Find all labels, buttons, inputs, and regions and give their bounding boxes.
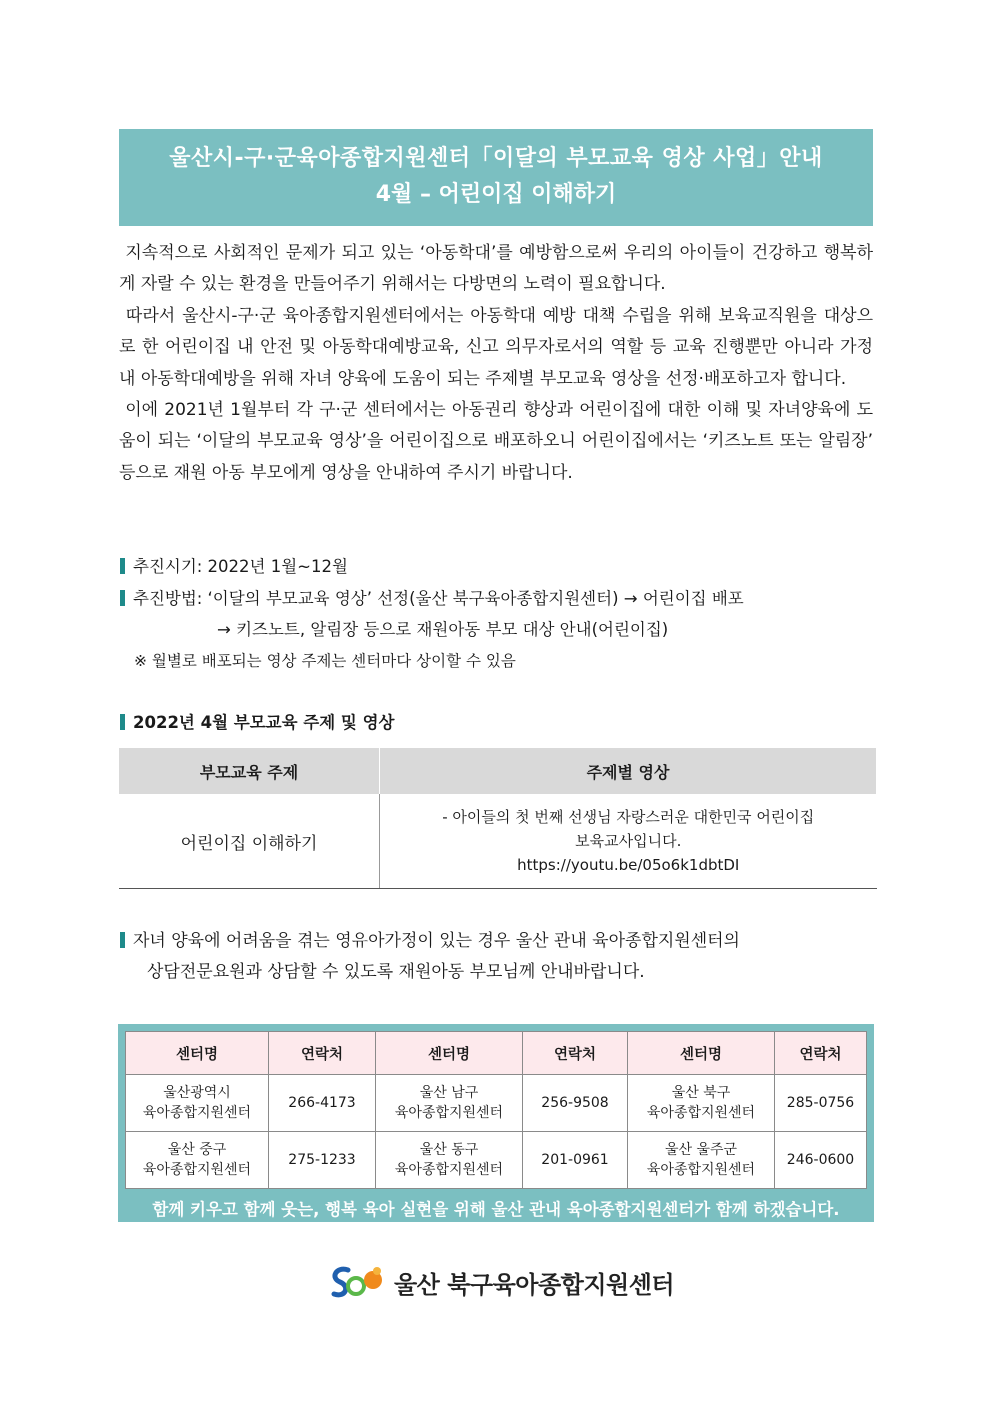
video-link[interactable]: https://youtu.be/05o6k1dbtDI [517,856,740,874]
bullet-mark [120,714,125,730]
bullet-mark [120,932,125,948]
center-phone: 285-0756 [775,1075,867,1132]
center-name: 울산광역시 육아종합지원센터 [126,1075,269,1132]
center-name-header: 센터명 [376,1032,523,1075]
banner-title: 울산시-구·군육아종합지원센터「이달의 부모교육 영상 사업」안내 [169,146,823,171]
center-phone: 266-4173 [269,1075,376,1132]
center-name-header: 센터명 [126,1032,269,1075]
phone-header: 연락처 [523,1032,628,1075]
topic-header: 부모교육 주제 [119,748,380,794]
intro-paragraph-2: 따라서 울산시-구·군 육아종합지원센터에서는 아동학대 예방 대책 수립을 위해 보육교직원을 대상으로 한 어린이집 내 안전 및 아동학대예방교육, 신고 의무자로서의 역할 등 교육 진행뿐만 아니라 가정 내 아동학대예방을 위해 자녀 양육에 도움이 되는 주제별 부모교육 영상을 선정·배포하고자 합니다. [119,305,873,389]
center-phone: 275-1233 [269,1132,376,1189]
bullet-mark [120,590,125,606]
schedule-method: 추진방법: ‘이달의 부모교육 영상’ 선정(울산 북구육아종합지원센터) → 어린이집 배포 [120,584,874,614]
contact-footer: 함께 키우고 함께 웃는, 행복 육아 실현을 위해 울산 관내 육아종합지원센터가 함께 하겠습니다. [152,1200,840,1219]
center-logo [328,1262,674,1302]
table-row [126,1075,867,1132]
intro-text [119,238,873,489]
title-banner [119,129,873,226]
topic-section-title: 2022년 4월 부모교육 주제 및 영상 [120,709,394,737]
schedule-note: ※ 월별로 배포되는 영상 주제는 센터마다 상이할 수 있음 [134,652,516,670]
center-name: 울산 남구 육아종합지원센터 [376,1075,523,1132]
center-phone: 256-9508 [523,1075,628,1132]
center-phone: 201-0961 [523,1132,628,1189]
center-name: 울산 울주군 육아종합지원센터 [628,1132,775,1189]
topic-cell: 어린이집 이해하기 [119,794,380,889]
intro-paragraph-3: 이에 2021년 1월부터 각 구·군 센터에서는 아동권리 향상과 어린이집에 대한 이해 및 자녀양육에 도움이 되는 ‘이달의 부모교육 영상’을 어린이집으로 배포하오니 어린이집에서는 ‘키즈노트 또는 알림장’ 등으로 재원 아동 부모에게 영상을 안내하여 주시기 바랍니다. [119,400,873,483]
schedule-period: 추진시기: 2022년 1월~12월 [120,552,348,582]
bullet-mark [120,558,125,574]
center-phone: 246-0600 [775,1132,867,1189]
intro-paragraph-1: 지속적으로 사회적인 문제가 되고 있는 ‘아동학대’를 예방함으로써 우리의 아이들이 건강하고 행복하게 자랄 수 있는 환경을 만들어주기 위해서는 다방면의 노력이 필요합니다. [119,243,873,295]
logo-text: 울산 북구육아종합지원센터 [394,1270,675,1299]
table-row [126,1132,867,1189]
video-cell [380,794,877,889]
center-name: 울산 중구 육아종합지원센터 [126,1132,269,1189]
counsel-notice: 자녀 양육에 어려움을 겪는 영유아가정이 있는 경우 울산 관내 육아종합지원센터의 [120,926,874,957]
phone-header: 연락처 [775,1032,867,1075]
logo-icon [328,1262,388,1302]
center-name: 울산 북구 육아종합지원센터 [628,1075,775,1132]
center-name-header: 센터명 [628,1032,775,1075]
contacts-table [125,1031,867,1189]
video-header: 주제별 영상 [380,748,877,794]
video-title-cont: 보육교사입니다. [575,832,682,850]
topic-table [119,748,877,889]
banner-subtitle: 4월 – 어린이집 이해하기 [375,182,617,207]
counsel-notice-cont: 상담전문요원과 상담할 수 있도록 재원아동 부모님께 안내바랍니다. [147,962,645,982]
phone-header: 연락처 [269,1032,376,1075]
contact-box [118,1024,874,1222]
video-title: - 아이들의 첫 번째 선생님 자랑스러운 대한민국 어린이집 [442,808,815,826]
schedule-method-cont: → 키즈노트, 알림장 등으로 재원아동 부모 대상 안내(어린이집) [217,620,669,639]
center-name: 울산 동구 육아종합지원센터 [376,1132,523,1189]
